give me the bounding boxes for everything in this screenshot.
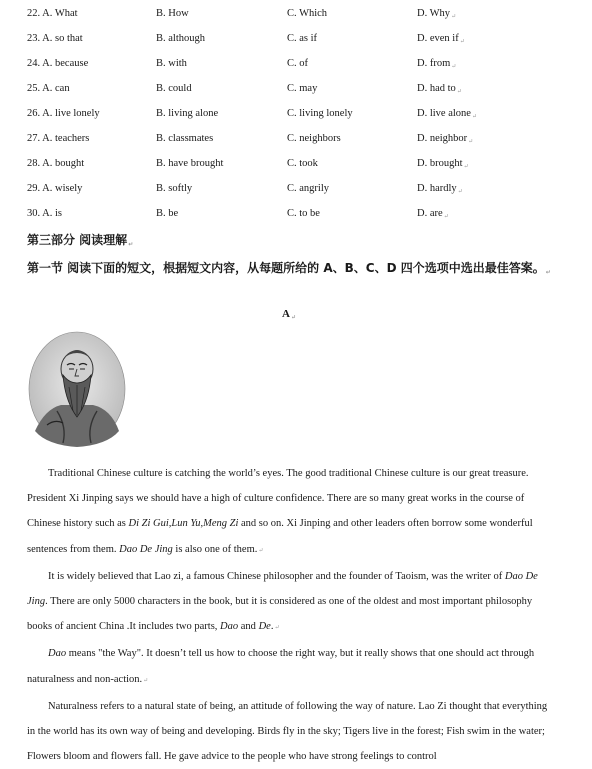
passage-paragraph-4: Naturalness refers to a natural state of being, an attitude of following the way of nature. Lao Zi thought that everything in the world has its own way of being and developing. Birds fly in the sky; Tigers live in the forest; Fish swim in the water; Flowers bloom and flowers fall. He gave advice to the people who have strong feelings to control (27, 700, 548, 763)
paragraph-mark-icon: ↵ (128, 241, 134, 248)
option-b: B. have brought (156, 158, 224, 169)
option-a: 25. A. can (27, 83, 70, 94)
option-a: 28. A. bought (27, 158, 85, 169)
option-c: C. took (287, 158, 318, 169)
option-b: B. classmates (156, 133, 214, 144)
option-c: C. as if (287, 33, 318, 44)
option-a: 30. A. is (27, 208, 63, 219)
option-row-22 (0, 7, 592, 32)
paragraph-mark-icon: ↵ (456, 89, 462, 95)
option-row-27 (0, 132, 592, 157)
option-b: B. How (156, 8, 189, 19)
option-c: C. neighbors (287, 133, 341, 144)
paragraph-mark-icon: ↵ (443, 214, 449, 220)
option-row-26 (0, 107, 592, 132)
paragraph-mark-icon: ↵ (290, 315, 296, 321)
option-a: 27. A. teachers (27, 133, 90, 144)
reading-passage (27, 461, 555, 769)
paragraph-mark-icon: ↵ (463, 164, 469, 170)
paragraph-mark-icon: ↵ (274, 625, 280, 632)
option-d: D. from↵ (417, 58, 457, 70)
option-d: D. brought↵ (417, 158, 469, 170)
option-b: B. softly (156, 183, 193, 194)
option-c: C. living lonely (287, 108, 353, 119)
paragraph-mark-icon: ↵ (468, 139, 474, 145)
option-b: B. with (156, 58, 187, 69)
option-c: C. may (287, 83, 318, 94)
option-row-24 (0, 57, 592, 82)
paragraph-mark-icon: ↵ (451, 64, 457, 70)
option-b: B. although (156, 33, 205, 44)
paragraph-mark-icon: ↵ (143, 677, 149, 684)
option-d: D. Why↵ (417, 8, 457, 20)
option-d: D. had to↵ (417, 83, 462, 95)
option-row-30 (0, 207, 592, 232)
option-c: C. Which (287, 8, 328, 19)
paragraph-mark-icon: ↵ (457, 189, 463, 195)
option-b: B. could (156, 83, 192, 94)
option-d: D. live alone↵ (417, 108, 477, 120)
paragraph-mark-icon: ↵ (258, 547, 264, 554)
option-d: D. neighbor↵ (417, 133, 474, 145)
option-c: C. of (287, 58, 308, 69)
paragraph-mark-icon: ↵ (471, 114, 477, 120)
option-d: D. are↵ (417, 208, 449, 220)
option-a: 26. A. live lonely (27, 108, 100, 119)
paragraph-mark-icon: ↵ (451, 14, 457, 20)
option-a: 22. A. What (27, 8, 78, 19)
option-a: 23. A. so that (27, 33, 83, 44)
option-a: 24. A. because (27, 58, 89, 69)
option-row-28 (0, 157, 592, 182)
option-a: 29. A. wisely (27, 183, 83, 194)
section-title: 第三部分 阅读理解↵ (27, 233, 134, 248)
option-row-29 (0, 182, 592, 207)
passage-label: A↵ (282, 308, 296, 321)
option-b: B. be (156, 208, 179, 219)
option-c: C. to be (287, 208, 320, 219)
option-d: D. even if↵ (417, 33, 465, 45)
option-row-23 (0, 32, 592, 57)
passage-paragraph-1: Traditional Chinese culture is catching the world’s eyes. The good traditional Chinese culture is our great treasure. President Xi Jinping says we should have a high of culture confidence. There are so many great works in the course of Chinese history such as Di Zi Gui,Lun Yu,Meng Zi and so on. Xi Jinping and other leaders often borrow some wonderful sentences from them. Dao De Jing is also one of them.↵ (27, 468, 533, 555)
passage-paragraph-3: Dao means "the Way". It doesn’t tell us how to choose the right way, but it really shows that one should act through naturalness and non-action.↵ (27, 648, 535, 685)
option-d: D. hardly↵ (417, 183, 463, 195)
paragraph-mark-icon: ↵ (545, 269, 551, 276)
section-instruction: 第一节 阅读下面的短文，根据短文内容，从每题所给的 A、B、C、D 四个选项中选出最佳答案。↵ (27, 261, 551, 276)
paragraph-mark-icon: ↵ (459, 39, 465, 45)
option-c: C. angrily (287, 183, 329, 194)
laozi-portrait-icon (27, 331, 127, 453)
passage-paragraph-2: It is widely believed that Lao zi, a famous Chinese philosopher and the founder of Taoism, was the writer of Dao De Jing. There are only 5000 characters in the book, but it is considered as one of the oldest and most important philosophy books of ancient China .It includes two parts, Dao and De.↵ (27, 570, 538, 633)
option-row-25 (0, 82, 592, 107)
option-b: B. living alone (156, 108, 219, 119)
